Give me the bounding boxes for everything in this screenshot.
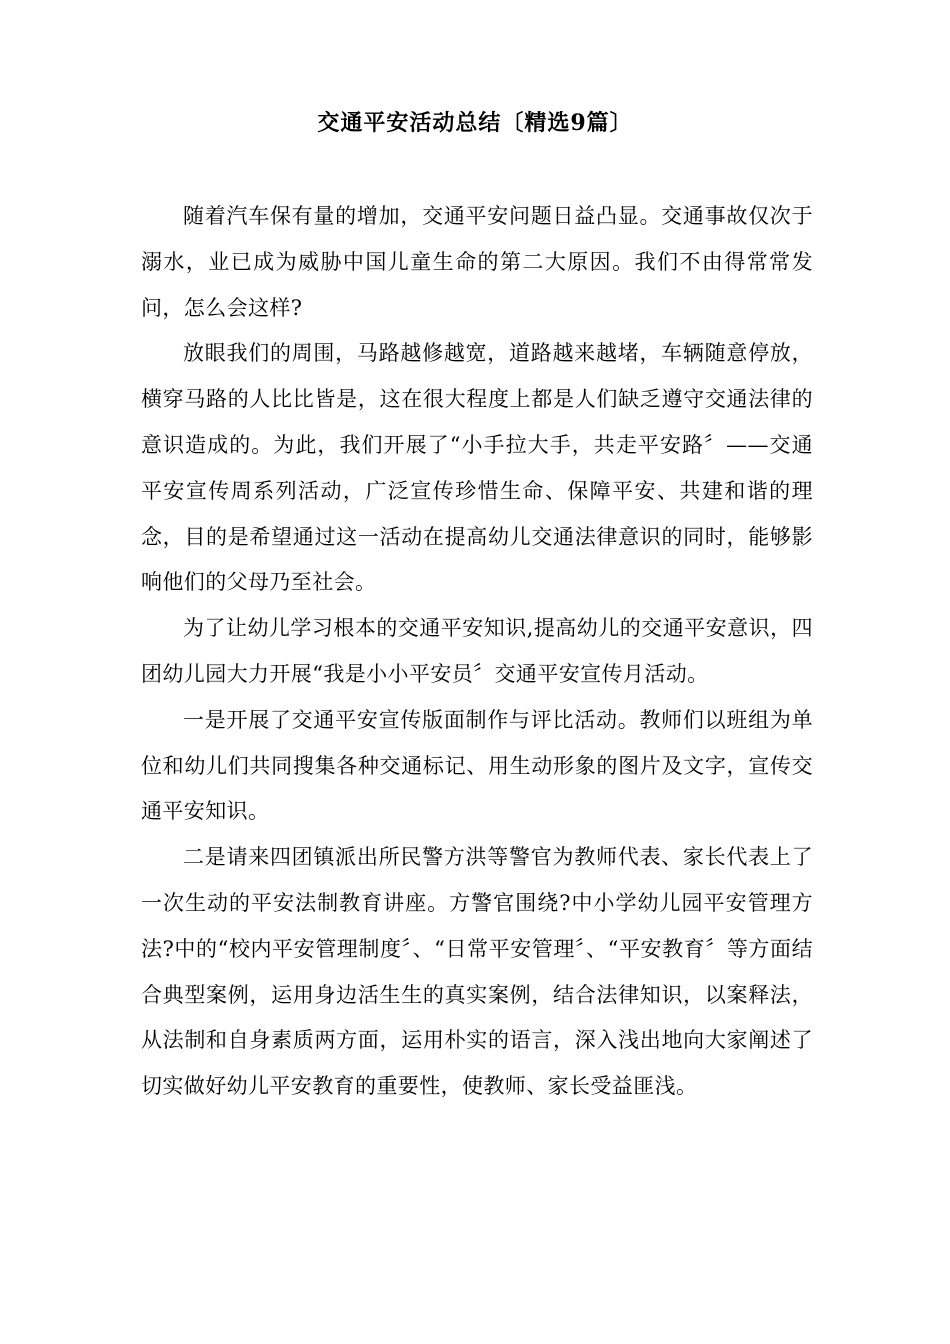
- paragraph-5: 二是请来四团镇派出所民警方洪等警官为教师代表、家长代表上了一次生动的平安法制教育讲座。方警官围绕?中小学幼儿园平安管理方法?中的“校内平安管理制度〞、“日常平安管理〞、“平安教育〞等方面结合典型案例，运用身边活生生的真实案例，结合法律知识，以案释法，从法制和自身素质两方面，运用朴实的语言，深入浅出地向大家阐述了切实做好幼儿平安教育的重要性，使教师、家长受益匪浅。: [141, 845, 813, 1099]
- paragraph-3: 为了让幼儿学习根本的交通平安知识,提高幼儿的交通平安意识，四团幼儿园大力开展“我是小小平安员〞交通平安宣传月活动。: [141, 616, 813, 686]
- paragraph-1: 随着汽车保有量的增加，交通平安问题日益凸显。交通事故仅次于溺水，业已成为威胁中国儿童生命的第二大原因。我们不由得常常发问，怎么会这样?: [141, 204, 813, 320]
- paragraph-2: 放眼我们的周围，马路越修越宽，道路越来越堵，车辆随意停放，横穿马路的人比比皆是，这在很大程度上都是人们缺乏遵守交通法律的意识造成的。为此，我们开展了“小手拉大手，共走平安路〞——交通平安宣传周系列活动，广泛宣传珍惜生命、保障平安、共建和谐的理念，目的是希望通过这一活动在提高幼儿交通法律意识的同时，能够影响他们的父母乃至社会。: [141, 341, 813, 595]
- document-body: [141, 194, 813, 1110]
- paragraph-4: 一是开展了交通平安宣传版面制作与评比活动。教师们以班组为单位和幼儿们共同搜集各种交通标记、用生动形象的图片及文字，宣传交通平安知识。: [141, 707, 813, 824]
- document-title: 交通平安活动总结〔精选9篇〕: [317, 110, 633, 136]
